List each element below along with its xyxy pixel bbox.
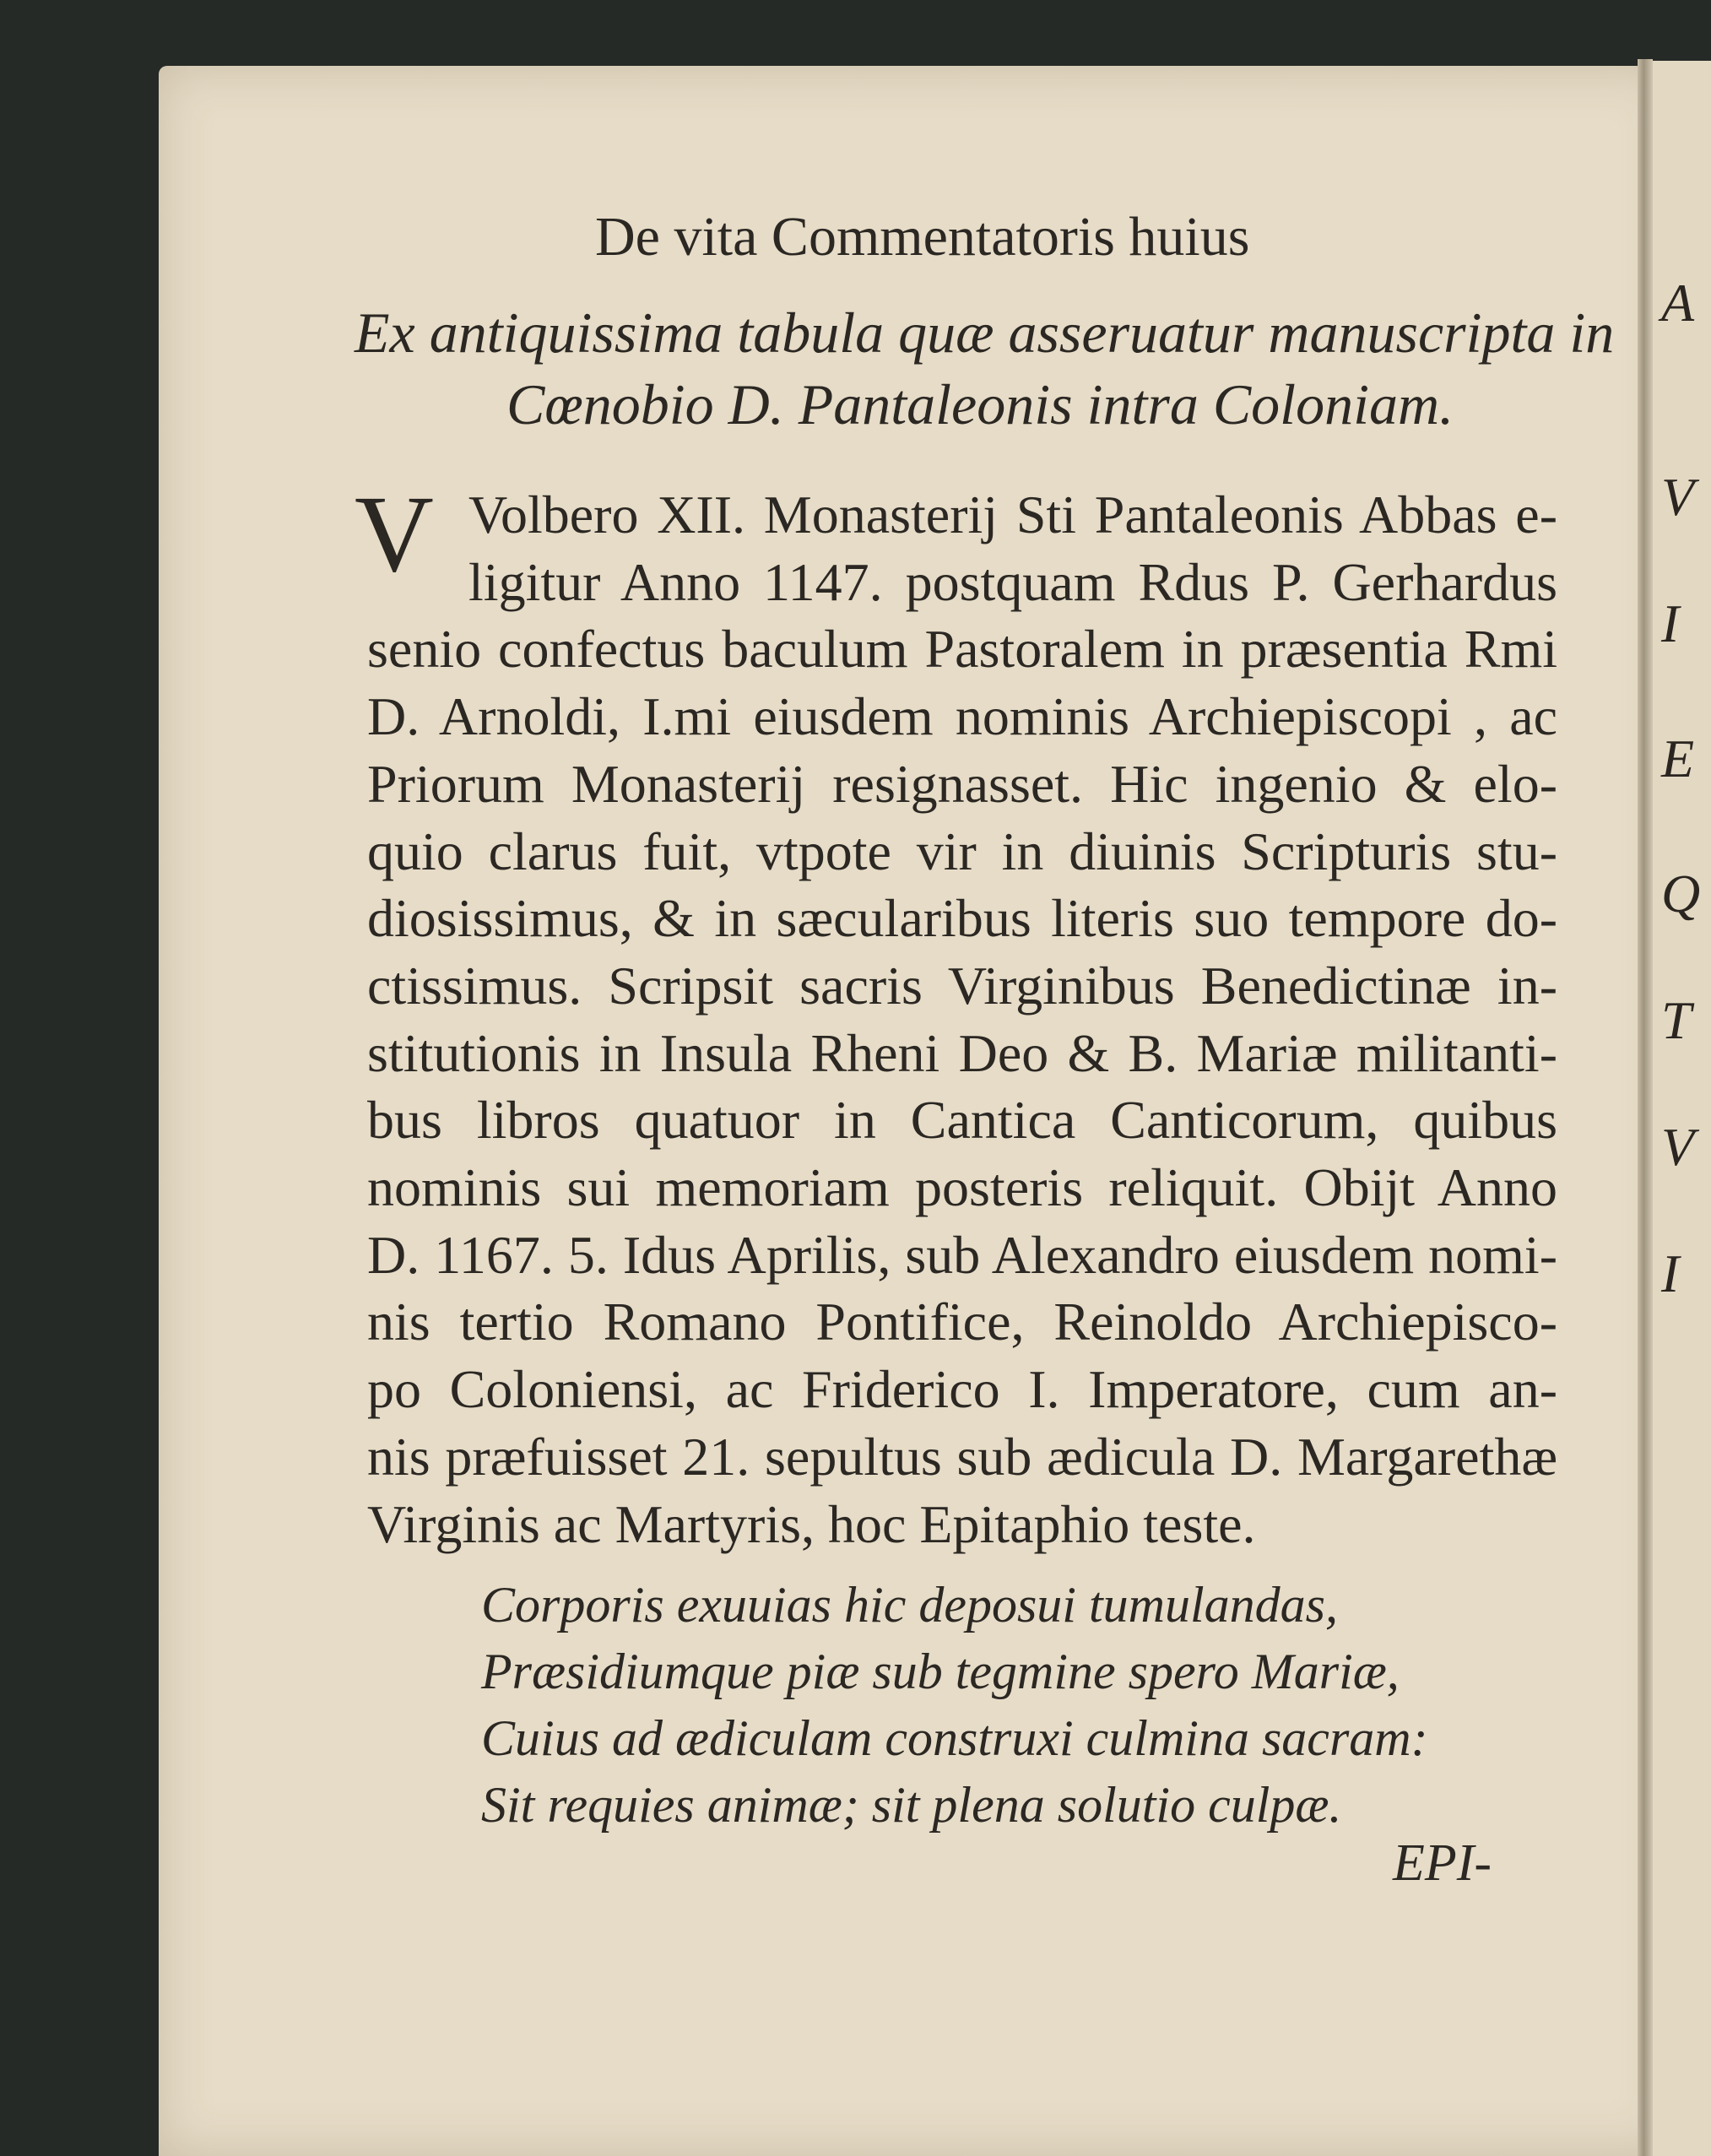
text-line: ctissimus. Scripsit sacris Virginibus Benedictinæ in- [367,955,1557,1016]
drop-cap: V [355,474,434,595]
subtitle-line: Ex antiquissima tabula quæ asseruatur manuscripta in [355,301,1615,365]
edge-letter: T [1661,990,1692,1050]
body-paragraph [367,481,1557,1557]
edge-letter: I [1661,593,1680,653]
edge-letter: I [1661,1243,1680,1303]
text-line: Virginis ac Martyris, hoc Epitaphio teste. [367,1493,1256,1554]
text-line: nominis sui memoriam posteris reliquit. Obijt Anno [367,1157,1557,1218]
text-line: D. Arnoldi, I.mi eiusdem nominis Archiepiscopi , ac [367,686,1557,747]
text-line: stitutionis in Insula Rheni Deo & B. Mariæ militanti- [367,1022,1557,1083]
book-gutter [1638,59,1653,2156]
next-page-edge [1653,61,1711,2156]
text-line: Volbero XII. Monasterij Sti Pantaleonis Abbas e- [468,485,1557,544]
edge-letter: V [1661,467,1695,527]
text-line: po Coloniensi, ac Friderico I. Imperatore, cum an- [367,1359,1557,1420]
text-line: quio clarus fuit, vtpote vir in diuinis Scripturis stu- [367,821,1557,881]
epitaph-poem [481,1572,1428,1839]
text-line: nis præfuisset 21. sepultus sub ædicula D. Margarethæ [367,1426,1557,1487]
catchword: EPI- [1393,1834,1492,1892]
edge-letter: E [1661,729,1695,788]
poem-line: Præsidiumque piæ sub tegmine spero Mariæ, [481,1644,1400,1699]
running-head: De vita Commentatoris huius [595,206,1250,268]
edge-letter: A [1661,273,1695,333]
text-line: bus libros quatuor in Cantica Canticorum, quibus [367,1090,1557,1151]
edge-letter: Q [1661,864,1701,924]
poem-line: Corporis exuuias hic deposui tumulandas, [481,1577,1338,1633]
edge-letter: V [1661,1117,1695,1177]
poem-line: Sit requies animæ; sit plena solutio culpæ. [481,1777,1342,1833]
text-line: D. 1167. 5. Idus Aprilis, sub Alexandro eiusdem nomi- [367,1224,1557,1285]
text-line: ligitur Anno 1147. postquam Rdus P. Gerhardus [468,551,1557,612]
poem-line: Cuius ad ædiculam construxi culmina sacram: [481,1710,1428,1766]
text-line: senio confectus baculum Pastoralem in præsentia Rmi [367,619,1557,680]
text-line: nis tertio Romano Pontifice, Reinoldo Archiepisco- [367,1292,1557,1352]
text-line: Priorum Monasterij resignasset. Hic ingenio & elo- [367,753,1557,814]
subtitle-line: Cœnobio D. Pantaleonis intra Coloniam. [506,372,1454,436]
text-line: diosissimus, & in sæcularibus literis suo tempore do- [367,888,1557,949]
